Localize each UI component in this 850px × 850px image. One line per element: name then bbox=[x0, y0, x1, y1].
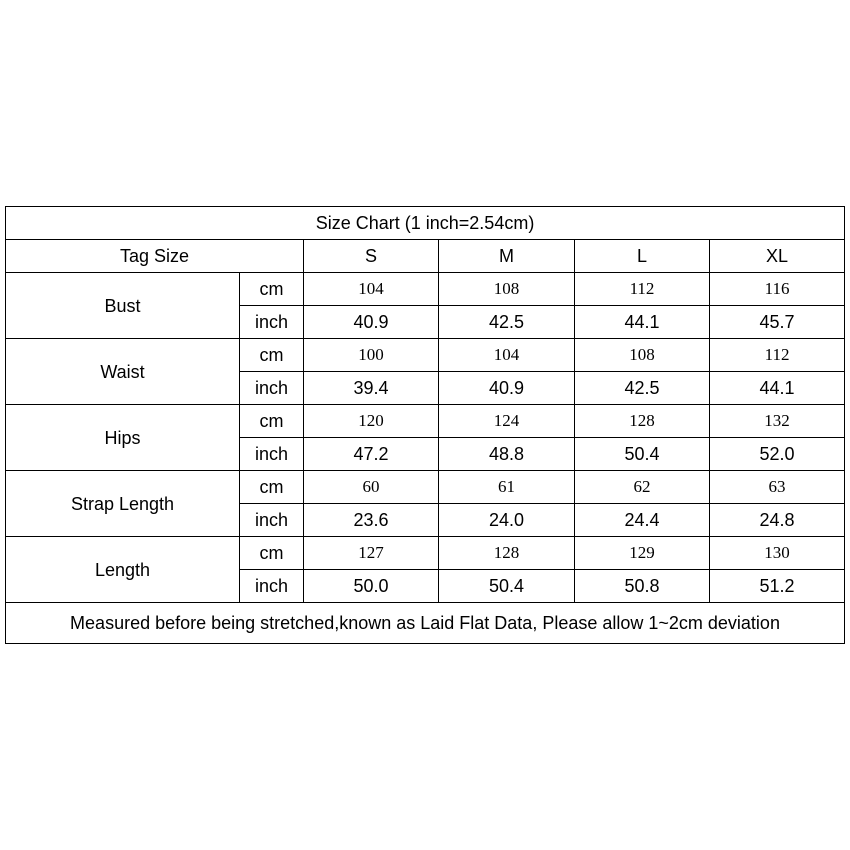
chart-title: Size Chart (1 inch=2.54cm) bbox=[6, 207, 845, 240]
table-cell: 120 bbox=[304, 405, 439, 438]
table-cell: 112 bbox=[575, 273, 710, 306]
table-cell: 129 bbox=[575, 537, 710, 570]
size-header: L bbox=[575, 240, 710, 273]
table-cell: 108 bbox=[439, 273, 575, 306]
table-cell: 100 bbox=[304, 339, 439, 372]
table-row bbox=[6, 273, 845, 306]
unit-inch: inch bbox=[240, 372, 304, 405]
unit-inch: inch bbox=[240, 570, 304, 603]
table-cell: 39.4 bbox=[304, 372, 439, 405]
size-chart-table bbox=[5, 206, 845, 644]
unit-cm: cm bbox=[240, 471, 304, 504]
table-cell: 108 bbox=[575, 339, 710, 372]
table-row bbox=[6, 471, 845, 504]
table-cell: 112 bbox=[710, 339, 845, 372]
table-cell: 40.9 bbox=[304, 306, 439, 339]
measure-label-length: Length bbox=[6, 537, 240, 603]
footer-row bbox=[6, 603, 845, 644]
measure-label-hips: Hips bbox=[6, 405, 240, 471]
table-cell: 23.6 bbox=[304, 504, 439, 537]
size-header: M bbox=[439, 240, 575, 273]
table-cell: 50.4 bbox=[439, 570, 575, 603]
measure-label-bust: Bust bbox=[6, 273, 240, 339]
unit-cm: cm bbox=[240, 405, 304, 438]
title-row bbox=[6, 207, 845, 240]
table-cell: 51.2 bbox=[710, 570, 845, 603]
table-cell: 42.5 bbox=[575, 372, 710, 405]
table-row bbox=[6, 339, 845, 372]
table-cell: 104 bbox=[304, 273, 439, 306]
table-cell: 40.9 bbox=[439, 372, 575, 405]
table-cell: 52.0 bbox=[710, 438, 845, 471]
tag-size-label: Tag Size bbox=[6, 240, 304, 273]
table-cell: 48.8 bbox=[439, 438, 575, 471]
table-cell: 47.2 bbox=[304, 438, 439, 471]
measure-label-strap-length: Strap Length bbox=[6, 471, 240, 537]
table-cell: 62 bbox=[575, 471, 710, 504]
table-cell: 132 bbox=[710, 405, 845, 438]
unit-cm: cm bbox=[240, 537, 304, 570]
unit-inch: inch bbox=[240, 306, 304, 339]
measure-label-waist: Waist bbox=[6, 339, 240, 405]
unit-cm: cm bbox=[240, 339, 304, 372]
table-row bbox=[6, 405, 845, 438]
unit-inch: inch bbox=[240, 438, 304, 471]
size-header: XL bbox=[710, 240, 845, 273]
table-cell: 44.1 bbox=[575, 306, 710, 339]
table-cell: 24.8 bbox=[710, 504, 845, 537]
table-cell: 50.8 bbox=[575, 570, 710, 603]
table-cell: 128 bbox=[439, 537, 575, 570]
table-cell: 50.0 bbox=[304, 570, 439, 603]
table-cell: 24.0 bbox=[439, 504, 575, 537]
table-row bbox=[6, 537, 845, 570]
table-cell: 63 bbox=[710, 471, 845, 504]
unit-cm: cm bbox=[240, 273, 304, 306]
footer-note: Measured before being stretched,known as Laid Flat Data, Please allow 1~2cm deviation bbox=[6, 603, 845, 644]
table-cell: 127 bbox=[304, 537, 439, 570]
table-cell: 45.7 bbox=[710, 306, 845, 339]
table-cell: 116 bbox=[710, 273, 845, 306]
header-row bbox=[6, 240, 845, 273]
table-cell: 104 bbox=[439, 339, 575, 372]
table-cell: 24.4 bbox=[575, 504, 710, 537]
size-header: S bbox=[304, 240, 439, 273]
table-cell: 130 bbox=[710, 537, 845, 570]
table-cell: 42.5 bbox=[439, 306, 575, 339]
table-cell: 50.4 bbox=[575, 438, 710, 471]
table-cell: 60 bbox=[304, 471, 439, 504]
table-cell: 61 bbox=[439, 471, 575, 504]
table-cell: 124 bbox=[439, 405, 575, 438]
table-cell: 44.1 bbox=[710, 372, 845, 405]
unit-inch: inch bbox=[240, 504, 304, 537]
table-cell: 128 bbox=[575, 405, 710, 438]
